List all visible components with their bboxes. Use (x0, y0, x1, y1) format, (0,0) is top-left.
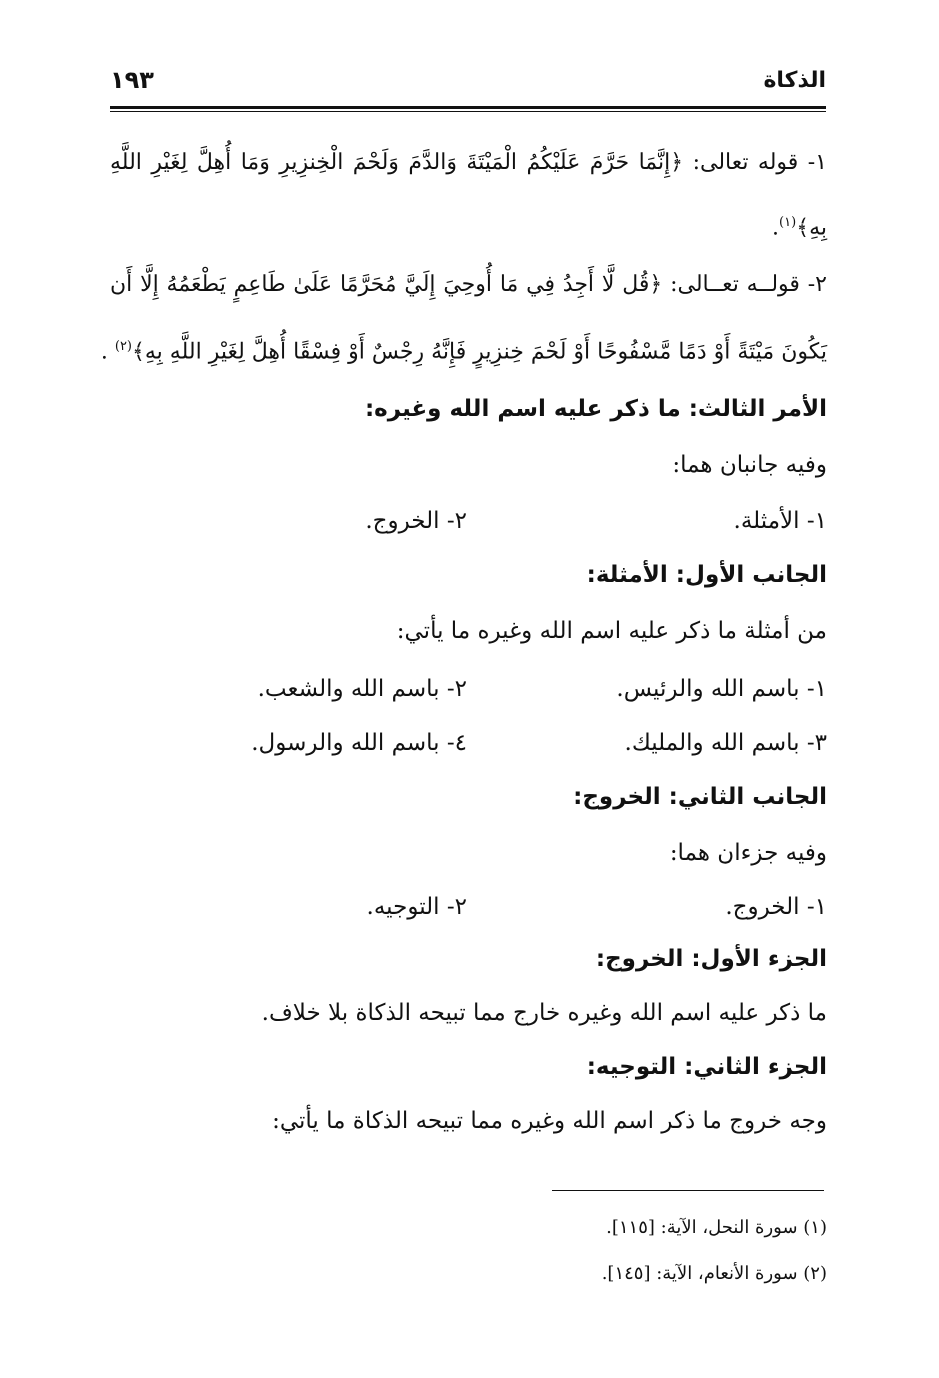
header-rule-thick (110, 106, 826, 109)
example-item-3: ٣- باسم الله والمليك. (624, 730, 827, 756)
part-item-direction: ٢- التوجيه. (366, 894, 467, 920)
chapter-title: الذكاة (763, 68, 826, 93)
part-item-exit: ١- الخروج. (725, 894, 827, 920)
parts-list (110, 890, 827, 924)
header-rule-thin (110, 111, 826, 112)
part-one-text: ما ذكر عليه اسم الله وغيره خارج مما تبيحه الذكاة بلا خلاف. (261, 1000, 827, 1026)
example-item-2: ٢- باسم الله والشعب. (257, 676, 467, 702)
intro-two-parts: وفيه جزءان هما: (669, 840, 827, 866)
footnote-ref-2: (٢) (114, 339, 132, 354)
footnote-separator (552, 1190, 824, 1191)
footnote-1: (١) سورة النحل، الآية: [١١٥]. (606, 1217, 827, 1238)
intro-two-sides: وفيه جانبان هما: (672, 452, 827, 478)
item1-verse-end: بِهِ﴾ (796, 215, 827, 241)
heading-side-two: الجانب الثاني: الخروج: (573, 784, 827, 810)
side-item-exit: ٢- الخروج. (365, 508, 467, 534)
footnote-ref-1: (١) (779, 215, 797, 230)
examples-intro: من أمثلة ما ذكر عليه اسم الله وغيره ما يأتي: (396, 618, 827, 644)
page-header (110, 66, 826, 112)
example-item-1: ١- باسم الله والرئيس. (616, 676, 827, 702)
item2-line1: ٢- قولــه تعــالى: ﴿قُل لَّا أَجِدُ فِي مَا أُوحِيَ إِلَيَّ مُحَرَّمًا عَلَىٰ طَاعِمٍ يَطْعَمُهُ إِلَّا أَن (110, 272, 827, 297)
side-item-examples: ١- الأمثلة. (733, 508, 827, 534)
heading-side-one: الجانب الأول: الأمثلة: (586, 562, 827, 588)
heading-part-two: الجزء الثاني: التوجيه: (586, 1054, 827, 1080)
item2-line2: يَكُونَ مَيْتَةً أَوْ دَمًا مَّسْفُوحًا أَوْ لَحْمَ خِنزِيرٍ فَإِنَّهُ رِجْسٌ أَوْ فِسْقًا أُهِلَّ لِغَيْرِ اللَّهِ بِهِ﴾$^{(٢)}$ . (100, 339, 827, 365)
heading-third-matter: الأمر الثالث: ما ذكر عليه اسم الله وغيره: (364, 396, 827, 422)
heading-part-one: الجزء الأول: الخروج: (595, 946, 827, 972)
part-two-text: وجه خروج ما ذكر اسم الله وغيره مما تبيحه الذكاة ما يأتي: (272, 1108, 827, 1134)
examples-row-2 (110, 726, 827, 760)
example-item-4: ٤- باسم الله والرسول. (251, 730, 467, 756)
examples-row-1 (110, 672, 827, 706)
footnote-2: (٢) سورة الأنعام، الآية: [١٤٥]. (601, 1263, 827, 1284)
sides-list (110, 504, 827, 538)
page-number: ١٩٣ (110, 66, 154, 94)
item1-line1: ١- قوله تعالى: ﴿إِنَّمَا حَرَّمَ عَلَيْكُمُ الْمَيْتَةَ وَالدَّمَ وَلَحْمَ الْخِنزِيرِ وَمَا أُهِلَّ لِغَيْرِ اللَّهِ (110, 150, 827, 175)
item1-line2: بِهِ﴾$^{(١)}$. (772, 215, 827, 241)
item2-verse-end: يَكُونَ مَيْتَةً أَوْ دَمًا مَّسْفُوحًا أَوْ لَحْمَ خِنزِيرٍ فَإِنَّهُ رِجْسٌ أَوْ فِسْقًا أُهِلَّ لِغَيْرِ اللَّهِ بِهِ﴾ (132, 339, 827, 365)
